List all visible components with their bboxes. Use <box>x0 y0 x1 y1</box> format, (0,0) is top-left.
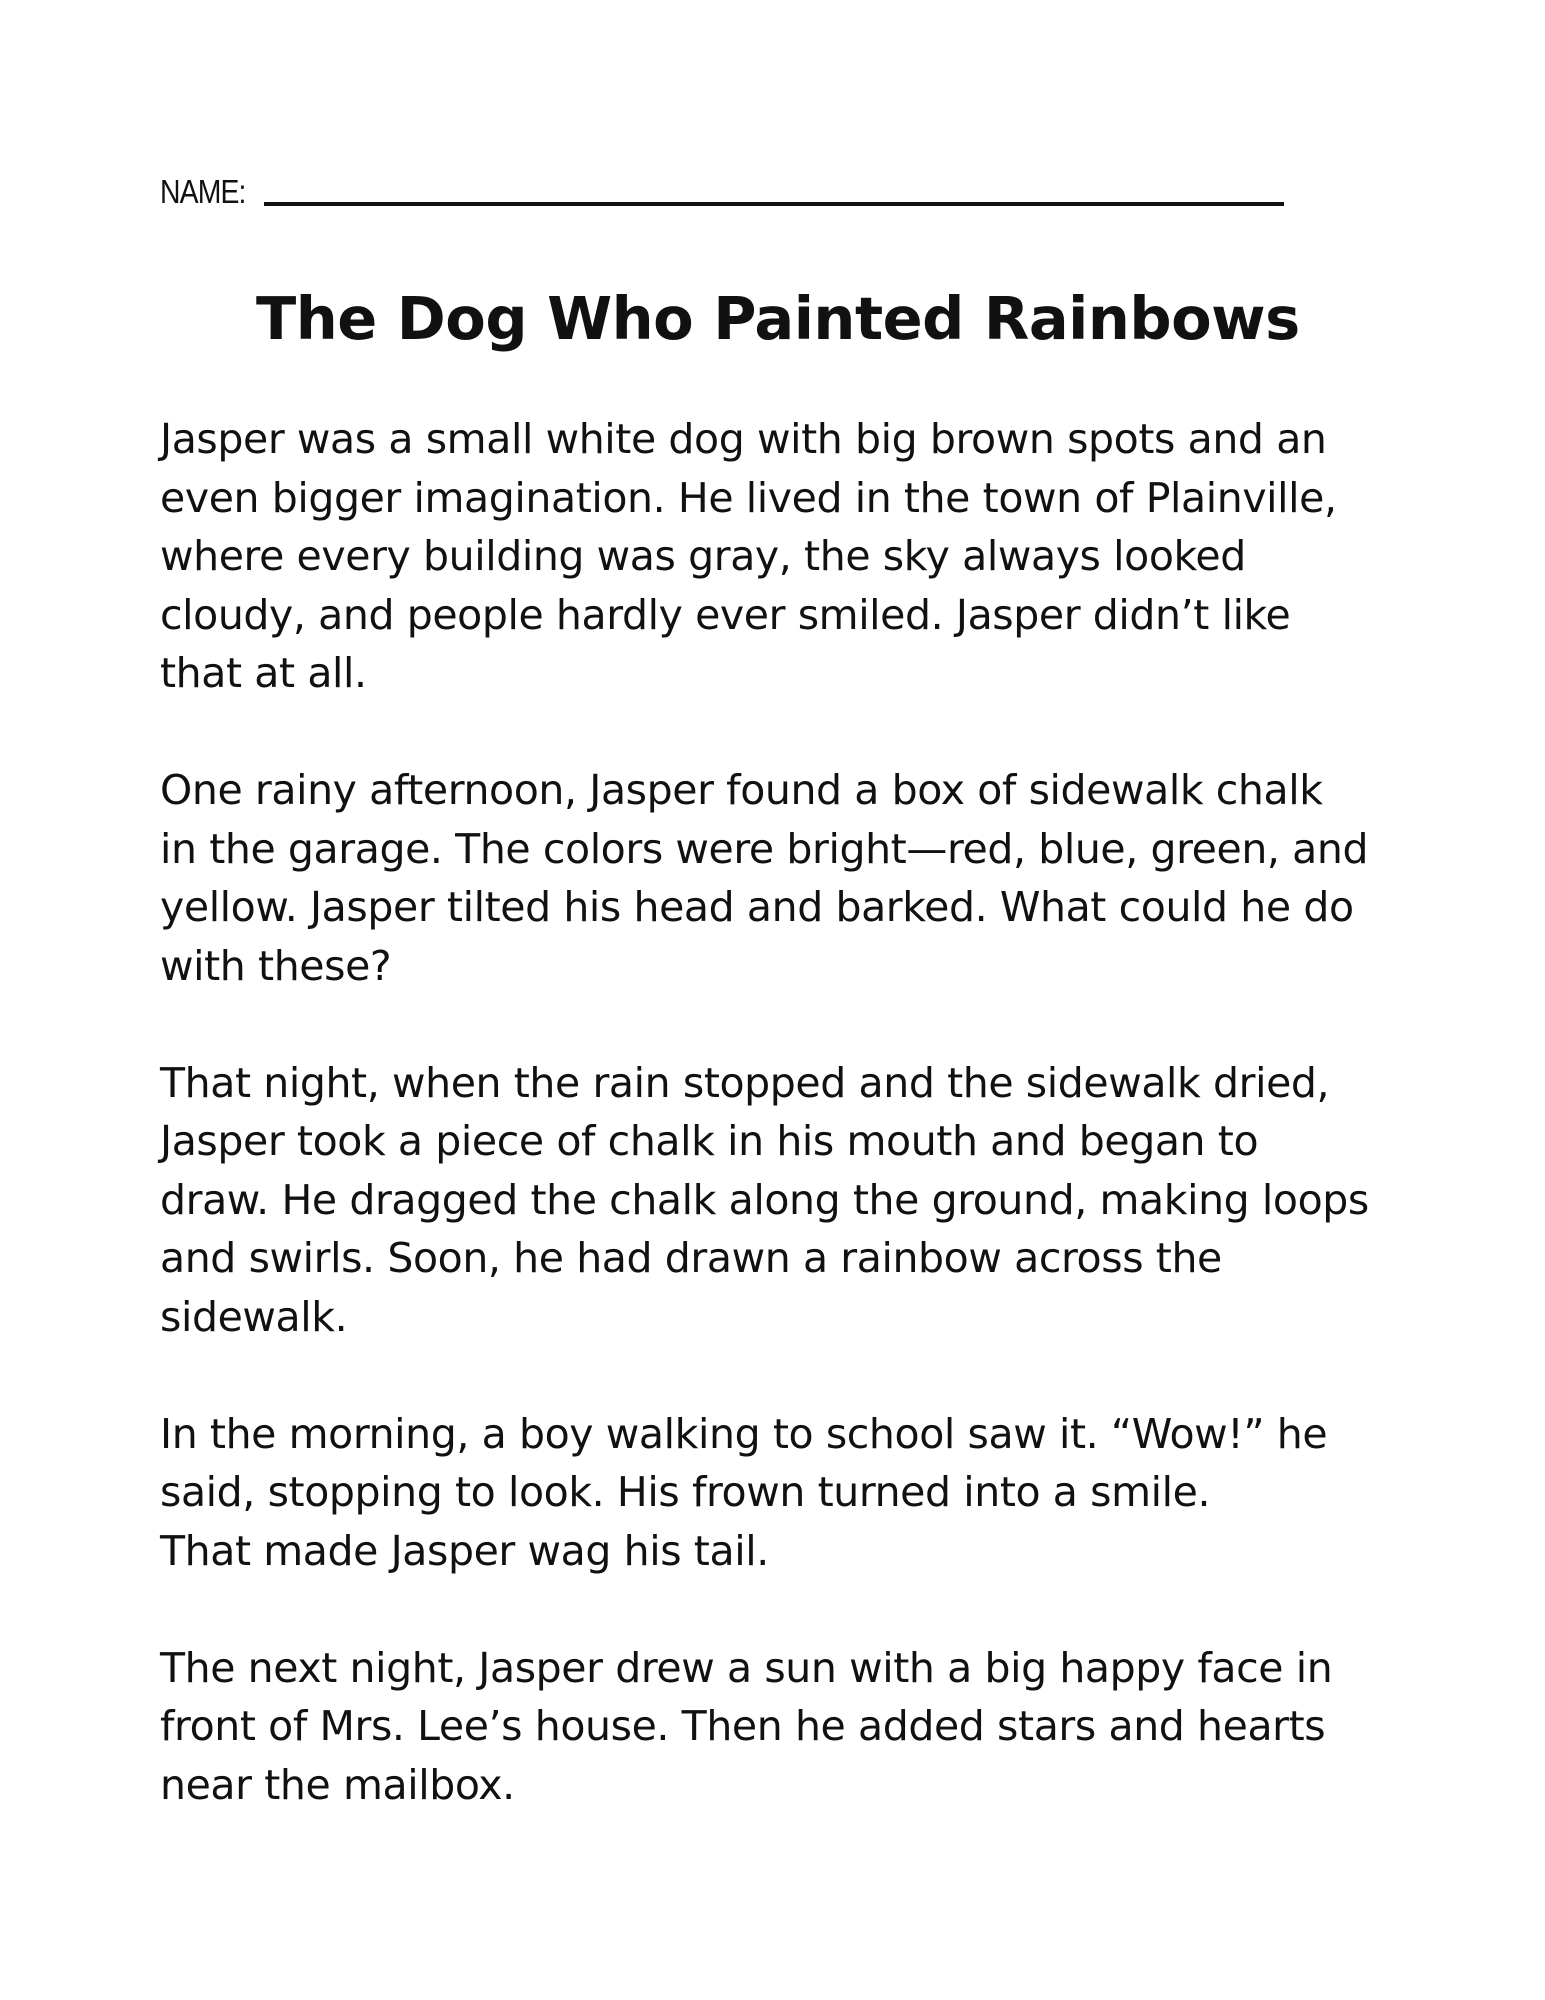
text-line: with these? <box>160 941 392 990</box>
story-title: The Dog Who Painted Rainbows <box>256 284 1300 353</box>
name-row <box>160 158 1290 208</box>
text-line: That night, when the rain stopped and the sidewalk dried, <box>160 1058 1330 1107</box>
paragraph-3 <box>160 1054 1400 1347</box>
text-line: Jasper was a small white dog with big brown spots and an <box>160 415 1327 463</box>
text-line: One rainy afternoon, Jasper found a box of sidewalk chalk <box>160 766 1323 814</box>
text-line: where every building was gray, the sky always looked <box>160 532 1246 580</box>
text-line: In the morning, a boy walking to school saw it. “Wow!” he <box>160 1409 1328 1458</box>
text-line: Jasper took a piece of chalk in his mouth and began to <box>160 1117 1259 1165</box>
paragraph-5 <box>160 1639 1400 1815</box>
text-line: near the mailbox. <box>160 1760 515 1809</box>
paragraph-2 <box>160 761 1400 995</box>
text-line: The next night, Jasper drew a sun with a big happy face in <box>160 1643 1333 1692</box>
text-line: in the garage. The colors were bright—red, blue, green, and <box>160 824 1369 873</box>
name-write-line[interactable] <box>264 202 1284 206</box>
text-line: even bigger imagination. He lived in the town of Plainville, <box>160 473 1337 522</box>
text-line: yellow. Jasper tilted his head and barked. What could he do <box>160 883 1354 931</box>
text-line: front of Mrs. Lee’s house. Then he added stars and hearts <box>160 1702 1326 1750</box>
name-label: NAME: <box>160 173 246 210</box>
story-body <box>160 410 1400 1873</box>
paragraph-1 <box>160 410 1400 703</box>
text-line: draw. He dragged the chalk along the ground, making loops <box>160 1175 1369 1224</box>
text-line: and swirls. Soon, he had drawn a rainbow across the <box>160 1234 1222 1282</box>
text-line: said, stopping to look. His frown turned into a smile. <box>160 1468 1211 1516</box>
text-line: that at all. <box>160 649 367 697</box>
text-line: sidewalk. <box>160 1292 348 1341</box>
text-line: cloudy, and people hardly ever smiled. Jasper didn’t like <box>160 590 1291 639</box>
paragraph-4 <box>160 1405 1400 1581</box>
text-line: That made Jasper wag his tail. <box>160 1526 769 1575</box>
